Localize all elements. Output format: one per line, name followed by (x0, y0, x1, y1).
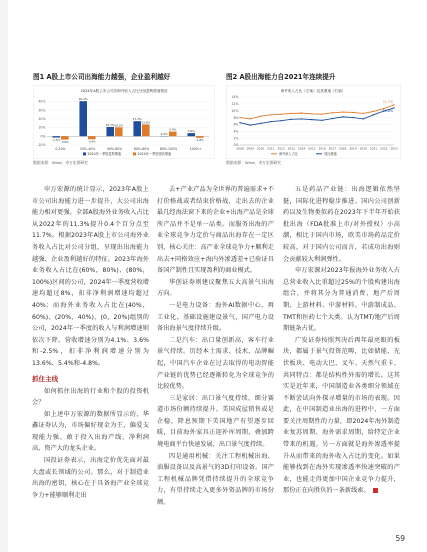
x-tick-label: 100%+ (189, 147, 202, 151)
x-tick-label: 20%-40% (79, 147, 96, 151)
data-point (393, 107, 394, 108)
x-tick-label: 2020 (359, 146, 367, 151)
y-tick-label: 12% (231, 102, 239, 107)
paragraph: 一是电力设备：海外AI数据中心、再工业化、基础设施建设景气，国产电力设备出海景气度持续升级。 (157, 301, 274, 333)
bar (142, 124, 150, 136)
data-point (280, 120, 281, 121)
data-label: -1.8% (195, 138, 204, 143)
x-tick-label: 2018 (338, 146, 347, 151)
paragraph: 二是汽车：出口量创新高，客车行业景气持续。历经本土需求、技术、品牌崛起，中国汽车企业在过去取得的电动智能产业链的优势已经逐渐转化为全球竞争的比较优势。 (157, 336, 274, 391)
y-tick-label: 10% (38, 125, 46, 130)
legend-swatch (133, 152, 136, 155)
figure-1-bar-chart (33, 85, 215, 159)
y-tick-label: 2% (233, 136, 239, 141)
y-tick-label: 40% (38, 99, 46, 104)
data-point (301, 118, 302, 119)
data-point (301, 112, 302, 113)
y-tick-label: -10% (37, 143, 46, 148)
x-tick-label: 2021 (369, 146, 378, 151)
x-tick-label: 2015 (308, 146, 316, 151)
data-label: -3.4% (87, 139, 96, 144)
x-tick-label: 2022 (380, 146, 388, 151)
data-point (352, 112, 353, 113)
data-point (393, 104, 394, 105)
x-tick-label: 80%-100% (159, 147, 178, 151)
page-edge-strip (0, 0, 8, 552)
x-tick-label: 2023 (390, 146, 398, 151)
data-point (321, 113, 322, 114)
bar (79, 101, 87, 136)
chart-subtitle: 2024年A股上市公司各海外收入占比分组盈利增速情况 (80, 89, 168, 93)
data-point (239, 122, 240, 123)
data-point (342, 111, 343, 112)
article-end-mark (373, 488, 378, 493)
page-number: 59 (395, 534, 405, 543)
figure-2-line-chart (226, 85, 401, 159)
bar (115, 127, 123, 136)
paragraph: 申万宏源对2023年报海外业务收入占总营业收入比重超过25%的个股构建出海组合，并将其分为普通消费、地产后周期、上游材料、中游材料、中游制成品、TMT和医药七个大类。认为TMT/地产后周期链条占优。 (283, 267, 400, 333)
x-tick-label: 2013 (287, 146, 296, 151)
x-tick-label: 40%-60% (106, 147, 123, 151)
x-tick-label: 2009 (246, 146, 254, 151)
data-point (280, 113, 281, 114)
data-label: 10.7% (105, 122, 115, 127)
figure-2-source: 数据来源：Wind，申万宏源研究 (226, 160, 282, 165)
data-point (311, 113, 312, 114)
x-tick-label: 2008 (236, 146, 244, 151)
bar (187, 133, 195, 136)
figure-1-title: 图1 A股上市公司出海能力越强，企业盈利越好 (33, 73, 171, 81)
data-point (250, 118, 251, 119)
data-label: 40.2% (78, 97, 88, 102)
x-tick-label: 2014 (297, 146, 306, 151)
paragraph: 如何抓住出海的行业和个股的投资机会？ (32, 387, 149, 407)
data-label: 5.4% (169, 127, 177, 132)
y-tick-label: 0% (233, 143, 239, 148)
legend-label: 海外收入占比 (279, 152, 299, 156)
paragraph: 华创证券则建议聚焦五大高景气出海方向。 (157, 278, 274, 298)
paragraph: 去+产业产品为全世界的普遍需求+不打价格战或者结束价格战，走出去的企业最几经海法窗下来的企业+出海产品是全球所产品并不是单一品类。而服务出海的产业全球竞争力定价与商品出海存在一定区别，核心关注：高产业全球竞争力+顺利走出去+同格效应+海内外渗透差+已验证具备国产制性且实现盈利的商业模式。 (157, 186, 274, 275)
figure-1 (33, 72, 215, 166)
figure-2-title: 图2 A股出海能力自2021年连续提升 (226, 73, 336, 81)
data-point (342, 116, 343, 117)
x-tick-label: 2010 (256, 146, 265, 151)
x-tick-label: 60%-80% (133, 147, 150, 151)
data-label: -1.5% (52, 137, 61, 142)
paragraph: 四是通用机械：关注工程机械出海、油服设备以及高景气的3D打印设备。国产工程机械品牌凭借持续提升的全球竞争力，有望持续走入更多外资品牌的市场份额。 (157, 452, 274, 507)
x-tick-label: 2017 (328, 146, 337, 151)
data-point (363, 118, 364, 119)
y-tick-label: 8% (233, 115, 239, 120)
data-label: 13.6% (141, 120, 151, 125)
bar (169, 132, 177, 137)
data-point (311, 119, 312, 120)
figure-1-source: 数据来源：Wind，申万宏源研究 (33, 160, 89, 165)
legend-label: 同比增速 (324, 152, 337, 156)
y-tick-label: 30% (38, 108, 46, 113)
y-tick-label: 0% (40, 134, 46, 139)
text-column-2 (157, 184, 274, 509)
paragraph: 申万宏源的统计显示，2023年A股上市公司出海能力进一步提升，大公司出海能力相对更强。全部A股海外业务收入占比从2022年的11.3%提升0.4个百分点至11.7%。根据2023年A股上市公司海外业务收入占比对公司分组，呈现出出海能力越强、企业盈利越好的特征。2023年海外业务收入占比在(60%，80%)、(80%，100%)区间的公司，2024年一季度营收增速均超过8%，扣非净利润增速均超过40%；而海外业务收入占比在(40%，60%)、(20%，40%)、(0，20%)组别的公司，2024年一季度的收入与利润增速则依次下降。营收增速分别为4.1%、3.6%和-2.5%，扣非净利润增速分别为13.6%、5.4%和-4.8%。 (32, 186, 149, 367)
data-label: 3.6% (187, 129, 195, 134)
text-column-3 (283, 184, 400, 497)
data-point (332, 112, 333, 113)
x-tick-label: 2012 (277, 146, 285, 151)
x-tick-label: 2016 (318, 146, 326, 151)
bar (106, 127, 114, 136)
y-tick-label: 4% (233, 129, 239, 134)
data-point (260, 123, 261, 124)
end-value-label: 10.8% (382, 108, 393, 113)
data-point (239, 117, 240, 118)
data-point (291, 119, 292, 120)
paragraph: 国投证券表示，出海定价优先面对最大盘或长领域的公司。那么，对于制造业出海的密钥，核心在于具备海产业全球竞争力+能够顺利走出 (32, 457, 149, 499)
paragraph: 如上述申万宏源的数据所显示的，华鑫证券认为，市场偏好现金为王，偏爱支现能力强、敢于投入出海产线、净利润高、资产大的龙头企业。 (32, 410, 149, 453)
legend-swatch (83, 152, 86, 155)
section-heading: 抓住主线 (32, 374, 59, 383)
y-tick-label: 6% (233, 122, 239, 127)
data-point (291, 113, 292, 114)
data-point (321, 120, 322, 121)
paragraph: 广发证券按照判决后再年最亮眼的板块，都属于景气投资范畴，比如储能、光伏板块、电动大巴、叉车、天然气重卡、共同特点：都是结构性外需的增长。这其实是近年来，中国制造业各类细分领域在不断尝试向外探寻增量的市场的表现。因此，在中国制造业出海的进程中，一方面要关注周期性的力量，即2024年海外制造业复苏周期、海外需求周期，给特定企业带来的机遇。另一方面就是海外渗透率提升从而带来的海外收入占比的变化。如果能够找到在海外实现渗透率快速突破的产业，也能走得更加中国企业竞争力提升，那份正在向胜负的一条新线索。 (283, 336, 400, 495)
data-label: -3.8% (60, 139, 69, 144)
data-point (373, 111, 374, 112)
data-point (363, 113, 364, 114)
chart-subtitle: 海外收入占比（左轴）及其增速（右轴） (280, 89, 346, 93)
data-label: 10.3% (114, 123, 124, 128)
bar (133, 121, 141, 136)
text-column-1 (32, 184, 149, 501)
data-point (332, 118, 333, 119)
data-point (352, 117, 353, 118)
y-tick-label: 14% (231, 95, 239, 100)
x-tick-label: 2011 (267, 146, 275, 151)
data-label: 17.3% (132, 117, 142, 122)
y-tick-label: 10% (231, 108, 239, 113)
figure-2 (226, 72, 401, 166)
x-tick-label: 2019 (349, 146, 357, 151)
end-value-label: 11.7% (382, 99, 393, 104)
data-point (270, 121, 271, 122)
data-point (250, 124, 251, 125)
legend-label: 2024年一季度营收增速 (137, 152, 172, 156)
legend-label: 2024年一季度盈利增速 (87, 152, 122, 156)
data-point (260, 116, 261, 117)
x-tick-label: 0-20% (55, 147, 66, 151)
y-tick-label: 20% (38, 117, 46, 122)
data-point (373, 114, 374, 115)
paragraph: 三是家居：出口景气度持续，细分赛道市场份额持续提升。美国成屋销售或是企稳，降息预期下美国地产有望逐步回暖，目前海外家具正迎补库周期，叠加跨境电商平台快速发展，出口景气度持续。 (157, 394, 274, 449)
data-label: 0.2% (160, 132, 168, 137)
paragraph: 五是药品产业链：出海逻辑依然坚挺，国际化进程稳步推进。国内公司创新药以及生物类似药在2023年下半年开始获批出海（FDA批准上市/对外授权）小高潮，相比于国内市场，欧美市场药品定价较高，对于国内公司而言，若成功出海则会贡献较大利润弹性。 (283, 186, 400, 263)
data-point (270, 114, 271, 115)
